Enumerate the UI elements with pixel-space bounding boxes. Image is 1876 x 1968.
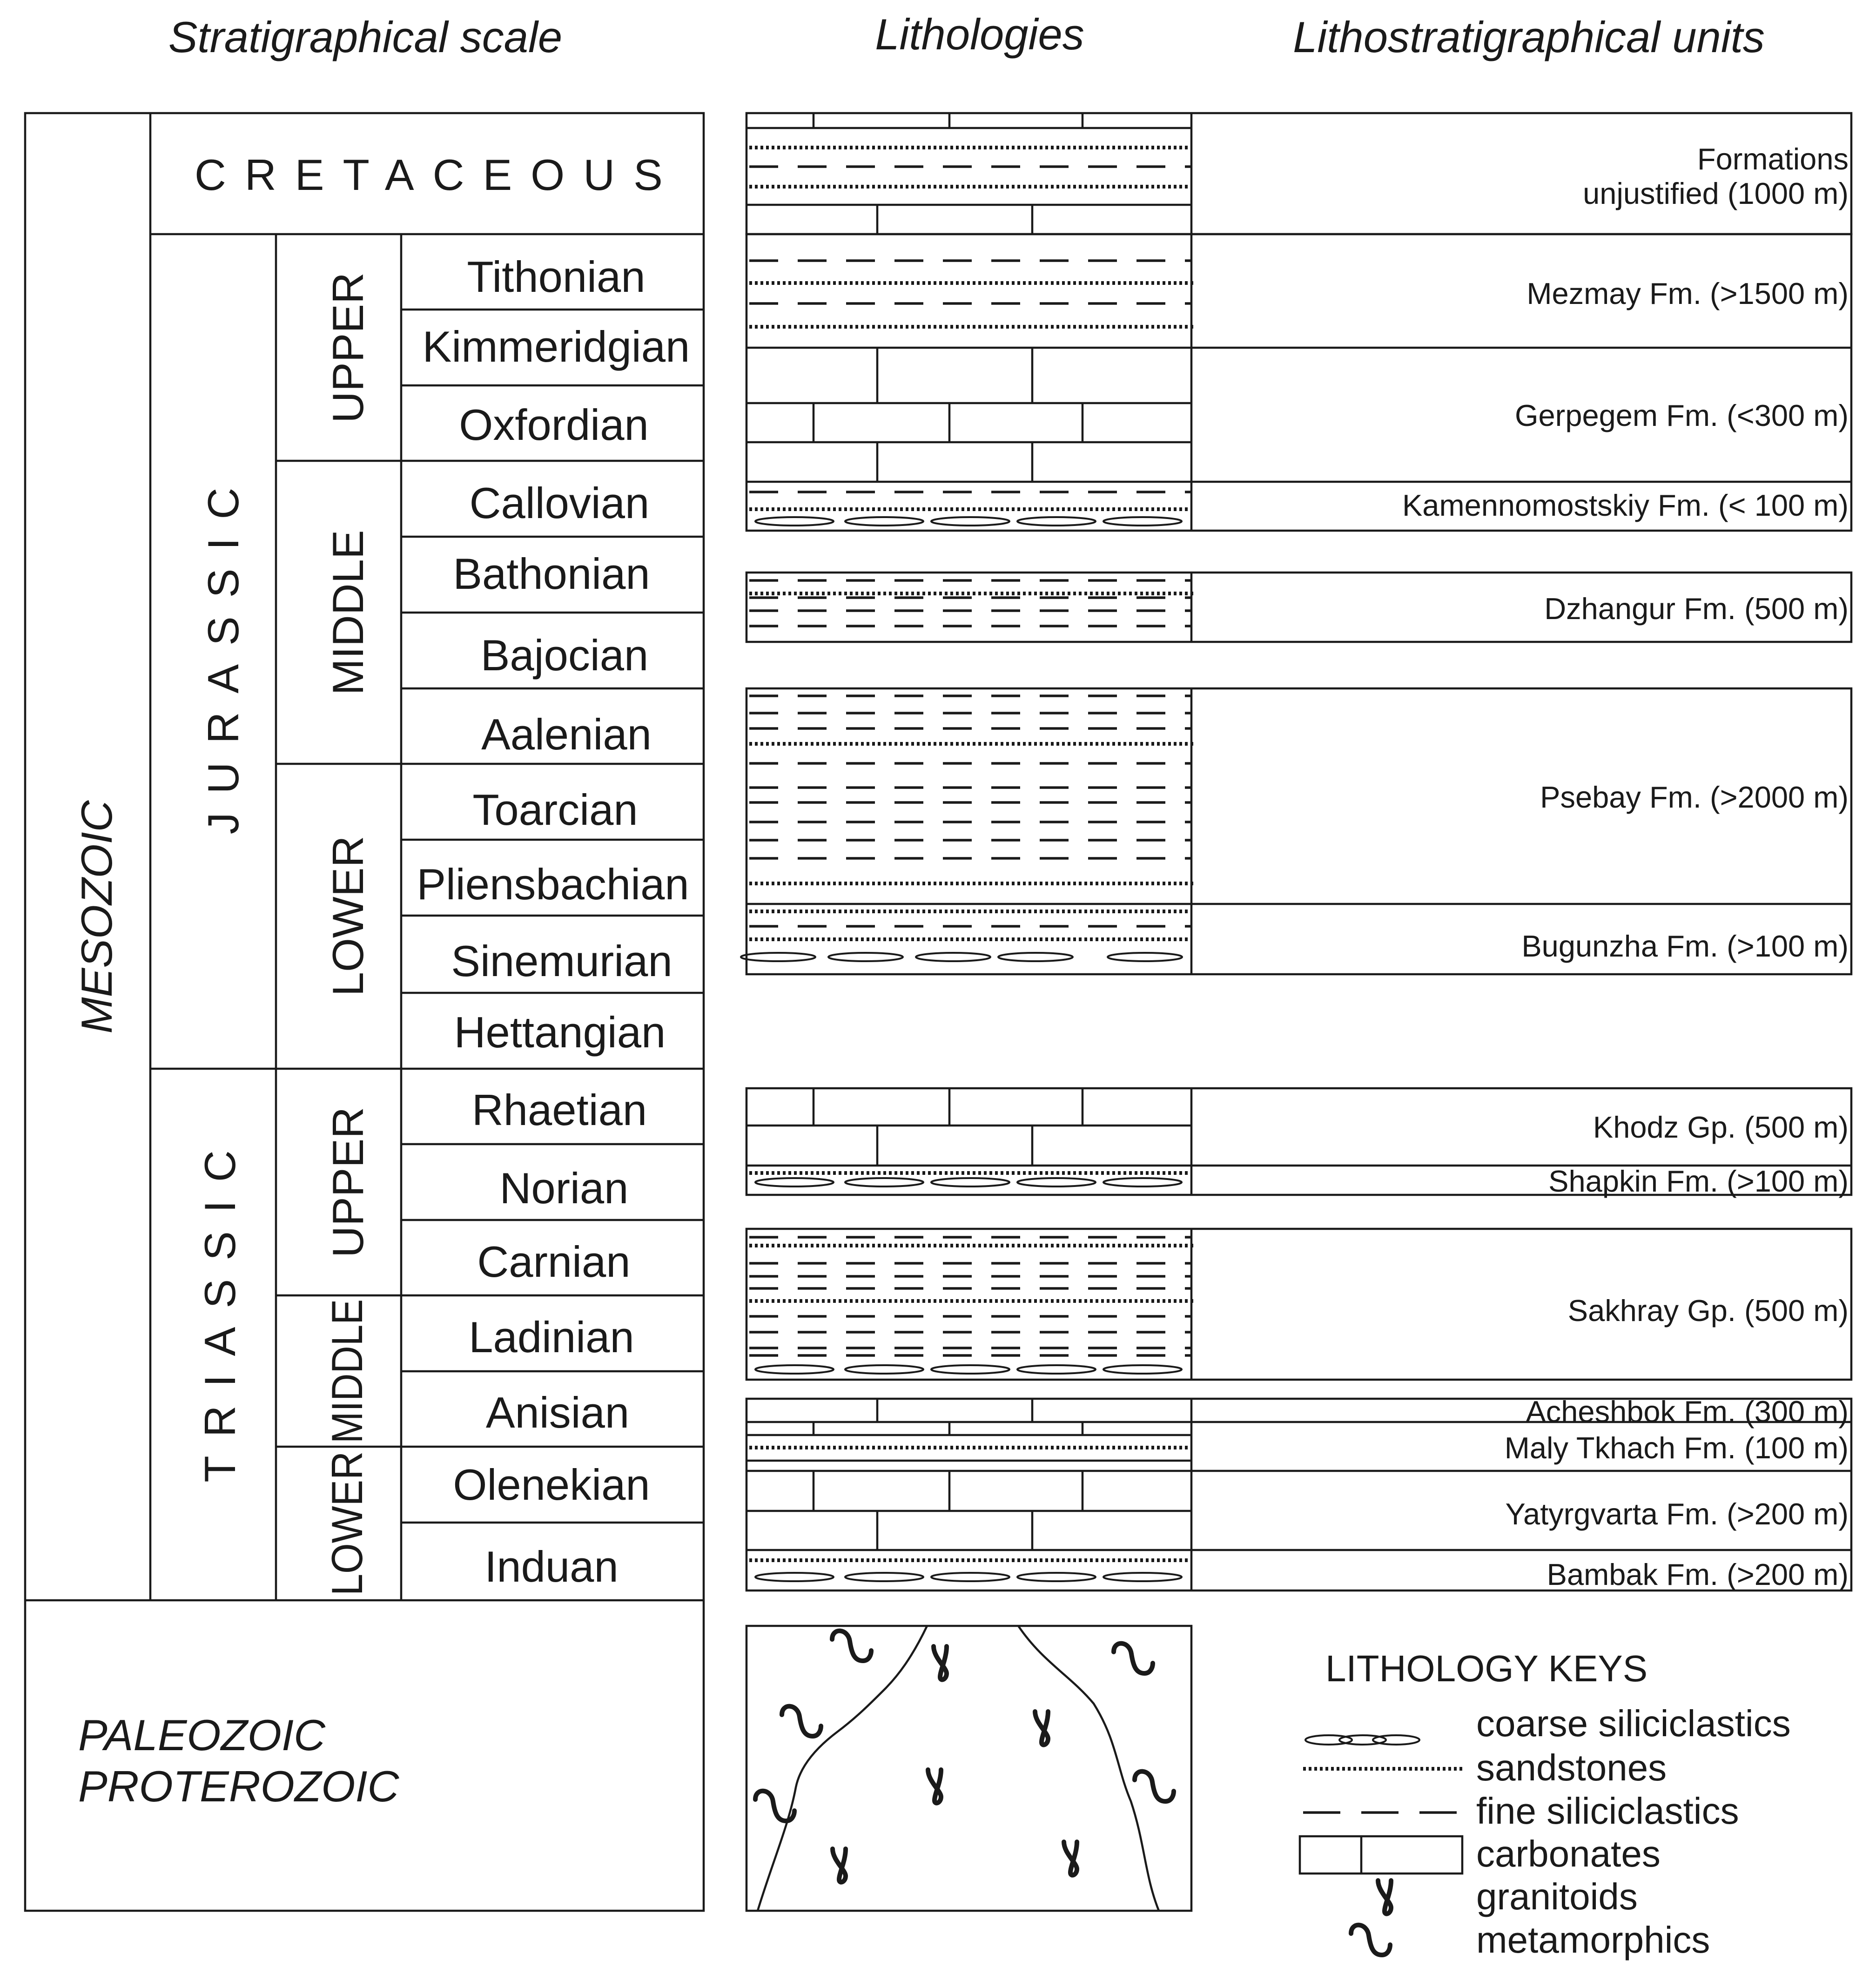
unit-label: Dzhangur Fm. (500 m)	[1544, 592, 1849, 626]
legend-item-metamorphics	[1351, 1919, 1710, 1961]
unit-block-upper-jurassic	[746, 234, 1851, 531]
stage-label: Carnian	[477, 1237, 631, 1286]
epoch-jurassic-lower: LOWER	[323, 836, 372, 997]
unit-dzhangur	[746, 573, 1851, 642]
metamorphic-icon	[1114, 1644, 1153, 1673]
unit-label: Bambak Fm. (>200 m)	[1547, 1557, 1849, 1591]
basement-lithology	[746, 1626, 1191, 1911]
legend-label: metamorphics	[1476, 1919, 1710, 1961]
legend-label: granitoids	[1476, 1876, 1638, 1917]
granitoid-icon	[833, 1849, 846, 1882]
stage-label: Rhaetian	[471, 1085, 647, 1134]
unit-label: Formations	[1697, 142, 1849, 176]
lithology-legend	[1300, 1648, 1791, 1961]
legend-label: coarse siliciclastics	[1476, 1703, 1791, 1744]
unit-label: Maly Tkhach Fm. (100 m)	[1504, 1431, 1849, 1465]
unit-label: Mezmay Fm. (>1500 m)	[1526, 276, 1849, 310]
metamorphic-icon	[782, 1706, 821, 1736]
unit-label: Bugunzha Fm. (>100 m)	[1521, 929, 1849, 963]
granitoid-icon	[1064, 1842, 1077, 1875]
stage-label: Anisian	[485, 1388, 630, 1437]
stage-label: Sinemurian	[451, 937, 672, 985]
stage-label: Toarcian	[472, 785, 638, 834]
stage-label: Kimmeridgian	[422, 322, 690, 371]
epoch-jurassic-upper: UPPER	[323, 272, 372, 423]
unit-label: Sakhray Gp. (500 m)	[1567, 1294, 1849, 1328]
legend-item-coarse	[1305, 1703, 1791, 1745]
era-mesozoic: MESOZOIC	[72, 800, 121, 1034]
stage-label: Bajocian	[480, 631, 649, 680]
unit-block-lower-middle-triassic	[746, 1395, 1851, 1591]
stage-label: Bathonian	[453, 549, 650, 598]
legend-item-granitoids	[1378, 1876, 1638, 1917]
granitoid-icon	[928, 1770, 941, 1803]
unit-label: Shapkin Fm. (>100 m)	[1548, 1164, 1849, 1198]
legend-item-fine	[1303, 1790, 1739, 1832]
header-stratigraphic-scale: Stratigraphical scale	[168, 13, 563, 61]
stage-list	[417, 252, 690, 1591]
stage-label: Hettangian	[454, 1008, 666, 1057]
header-lithologies: Lithologies	[875, 10, 1084, 59]
epoch-jurassic-middle: MIDDLE	[323, 530, 372, 695]
stage-label: Tithonian	[467, 252, 646, 301]
stage-label: Olenekian	[453, 1460, 650, 1509]
legend-item-sandstones	[1303, 1747, 1667, 1788]
granitoid-icon	[1035, 1712, 1048, 1745]
period-cretaceous: CRETACEOUS	[195, 150, 681, 199]
stage-label: Induan	[484, 1542, 619, 1591]
stage-label: Callovian	[469, 479, 650, 527]
era-proterozoic: PROTEROZOIC	[78, 1762, 399, 1811]
legend-title: LITHOLOGY KEYS	[1325, 1648, 1648, 1689]
metamorphic-icon	[1351, 1925, 1390, 1955]
legend-label: sandstones	[1476, 1747, 1667, 1788]
unit-block-upper-triassic	[746, 1088, 1851, 1198]
legend-item-carbonates	[1300, 1833, 1661, 1874]
epoch-triassic-upper: UPPER	[323, 1107, 372, 1258]
era-paleozoic: PALEOZOIC	[78, 1711, 326, 1759]
epoch-triassic-middle: MIDDLE	[323, 1278, 371, 1443]
header-lithostratigraphic-units: Lithostratigraphical units	[1293, 13, 1765, 61]
legend-label: fine siliciclastics	[1476, 1790, 1739, 1832]
unit-label: Yatyrgvarta Fm. (>200 m)	[1505, 1497, 1849, 1531]
unit-block-lower-jurassic	[741, 688, 1851, 974]
granitoid-icon	[1378, 1880, 1391, 1914]
metamorphic-icon	[832, 1631, 871, 1661]
granitoid-icon	[934, 1646, 947, 1680]
period-triassic: TRIASSIC	[195, 1132, 244, 1483]
unit-label: Acheshbok Fm. (300 m)	[1526, 1395, 1849, 1429]
legend-label: carbonates	[1476, 1833, 1661, 1874]
stage-label: Ladinian	[469, 1313, 634, 1361]
unit-label: Gerpegem Fm. (<300 m)	[1514, 398, 1849, 432]
epoch-triassic-lower: LOWER	[323, 1435, 371, 1596]
period-jurassic: JURASSIC	[199, 469, 248, 835]
stage-label: Aalenian	[481, 710, 652, 759]
metamorphic-icon	[1135, 1772, 1174, 1801]
unit-formations-unjustified	[746, 113, 1851, 234]
unit-label: Khodz Gp. (500 m)	[1593, 1110, 1849, 1144]
unit-label: unjustified (1000 m)	[1583, 176, 1849, 210]
unit-label: Psebay Fm. (>2000 m)	[1540, 780, 1849, 814]
stage-label: Pliensbachian	[417, 860, 689, 909]
unit-label: Kamennomostskiy Fm. (< 100 m)	[1402, 488, 1849, 522]
unit-sakhray	[746, 1229, 1851, 1380]
stage-label: Norian	[499, 1164, 629, 1213]
stage-label: Oxfordian	[459, 400, 649, 449]
